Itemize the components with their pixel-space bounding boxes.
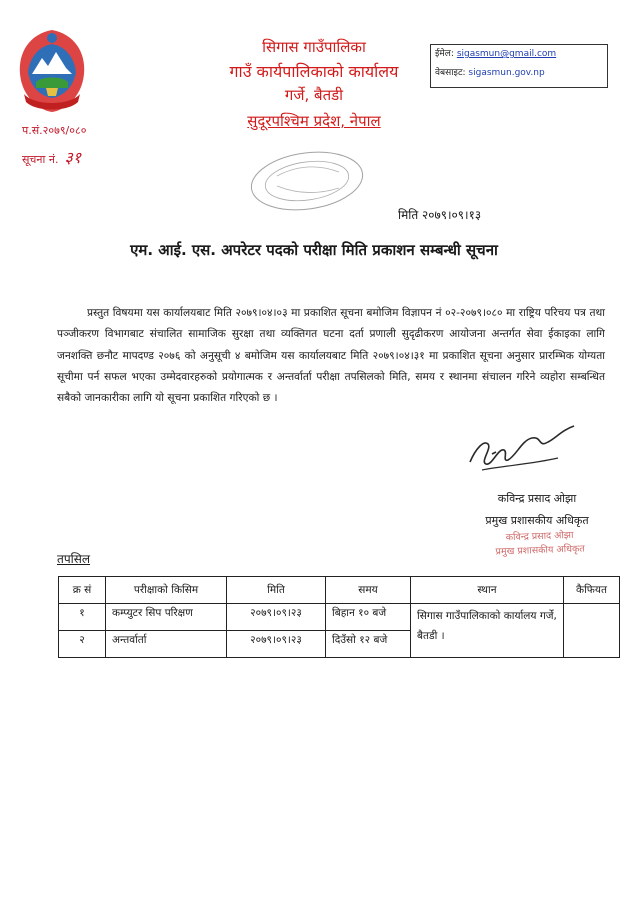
notice-body-text: प्रस्तुत विषयमा यस कार्यालयबाट मिति २०७९।०४।०३ मा प्रकाशित सूचना बमोजिम विज्ञापन नं ०२-२०७९।०८० मा राष्ट्रिय परिचय पत्र तथा पञ्जीकरण विभागबाट संचालित सामाजिक सुरक्षा तथा व्यक्तिगत घटना दर्ता प्रणाली सुदृढीकरण आयोजना अन्तर्गत सेवा ईकाइका लागि जनशक्ति छनौट मापदण्ड २०७६ को अनुसूची ४ बमोजिम यस कार्यालयबाट मिति २०७९।०४।३१ मा प्रकाशित सूचना अनुसार प्रारम्भिक योग्यता सूचीमा पर्न सफल भएका उम्मेदवारहरुको प्रयोगात्मक र अन्तर्वार्ता परीक्षा तपसिलको मिति, समय र स्थानमा संचालन गरिने व्यहोरा सम्बन्धित सबैको जानकारीका लागि यो सूचना प्रकाशित गरिएको छ । bbox=[57, 307, 605, 405]
row-date: २०७९।०९।२३ bbox=[227, 604, 326, 631]
notice-date: मिति २०७९।०९।१३ bbox=[398, 208, 482, 222]
office-seal-icon bbox=[247, 150, 367, 212]
email-row bbox=[435, 45, 607, 64]
column-header-date: मिति bbox=[227, 577, 326, 604]
contact-box bbox=[430, 44, 608, 88]
row-sn: २ bbox=[59, 631, 106, 658]
row-exam-type: अन्तर्वार्ता bbox=[106, 631, 227, 658]
row-time: बिहान १० बजे bbox=[326, 604, 411, 631]
row-date: २०७९।०९।२३ bbox=[227, 631, 326, 658]
exam-schedule-table bbox=[58, 576, 620, 658]
email-link[interactable]: sigasmun@gmail.com bbox=[456, 49, 557, 59]
column-header-venue: स्थान bbox=[411, 577, 564, 604]
email-label: ईमेल: bbox=[435, 49, 454, 59]
notice-title: एम. आई. एस. अपरेटर पदको परीक्षा मिति प्रकाशन सम्बन्धी सूचना bbox=[130, 241, 498, 259]
details-heading: तपसिल bbox=[57, 552, 91, 566]
office-title: गाउँ कार्यपालिकाको कार्यालय bbox=[229, 62, 399, 81]
column-header-sn: क्र सं bbox=[59, 577, 106, 604]
office-province: सुदूरपश्चिम प्रदेश, नेपाल bbox=[247, 112, 381, 130]
notice-number-label: सूचना नं. bbox=[22, 153, 59, 166]
row-remarks bbox=[564, 604, 620, 658]
column-header-exam-type: परीक्षाको किसिम bbox=[106, 577, 227, 604]
signatory-title: प्रमुख प्रशासकीय अधिकृत bbox=[485, 514, 589, 527]
website-link[interactable]: sigasmun.gov.np bbox=[468, 68, 545, 78]
office-name: सिगास गाउँपालिका bbox=[262, 38, 366, 56]
letter-reference-number: प.सं.२०७९/०८० bbox=[22, 124, 87, 137]
stamp-line-title: प्रमुख प्रशासकीय अधिकृत bbox=[495, 543, 585, 558]
signatory-name: कविन्द्र प्रसाद ओझा bbox=[497, 492, 577, 505]
row-sn: १ bbox=[59, 604, 106, 631]
row-time: दिउँसो १२ बजे bbox=[326, 631, 411, 658]
website-label: वेबसाइट: bbox=[435, 68, 466, 78]
column-header-remarks: कैफियत bbox=[564, 577, 620, 604]
stamp-line-name: कविन्द्र प्रसाद ओझा bbox=[505, 529, 574, 544]
office-address: गर्जे, बैतडी bbox=[284, 86, 344, 104]
row-venue: सिगास गाउँपालिकाको कार्यालय गर्जे, बैतडी । bbox=[411, 604, 564, 658]
signature-icon bbox=[462, 418, 582, 478]
table-header-row bbox=[59, 577, 620, 604]
website-row bbox=[435, 64, 607, 83]
notice-number-line bbox=[22, 146, 81, 168]
notice-number-value: ३१ bbox=[64, 148, 82, 167]
column-header-time: समय bbox=[326, 577, 411, 604]
row-exam-type: कम्प्युटर सिप परिक्षण bbox=[106, 604, 227, 631]
signatory-stamp bbox=[469, 528, 610, 567]
table-row bbox=[59, 604, 620, 631]
